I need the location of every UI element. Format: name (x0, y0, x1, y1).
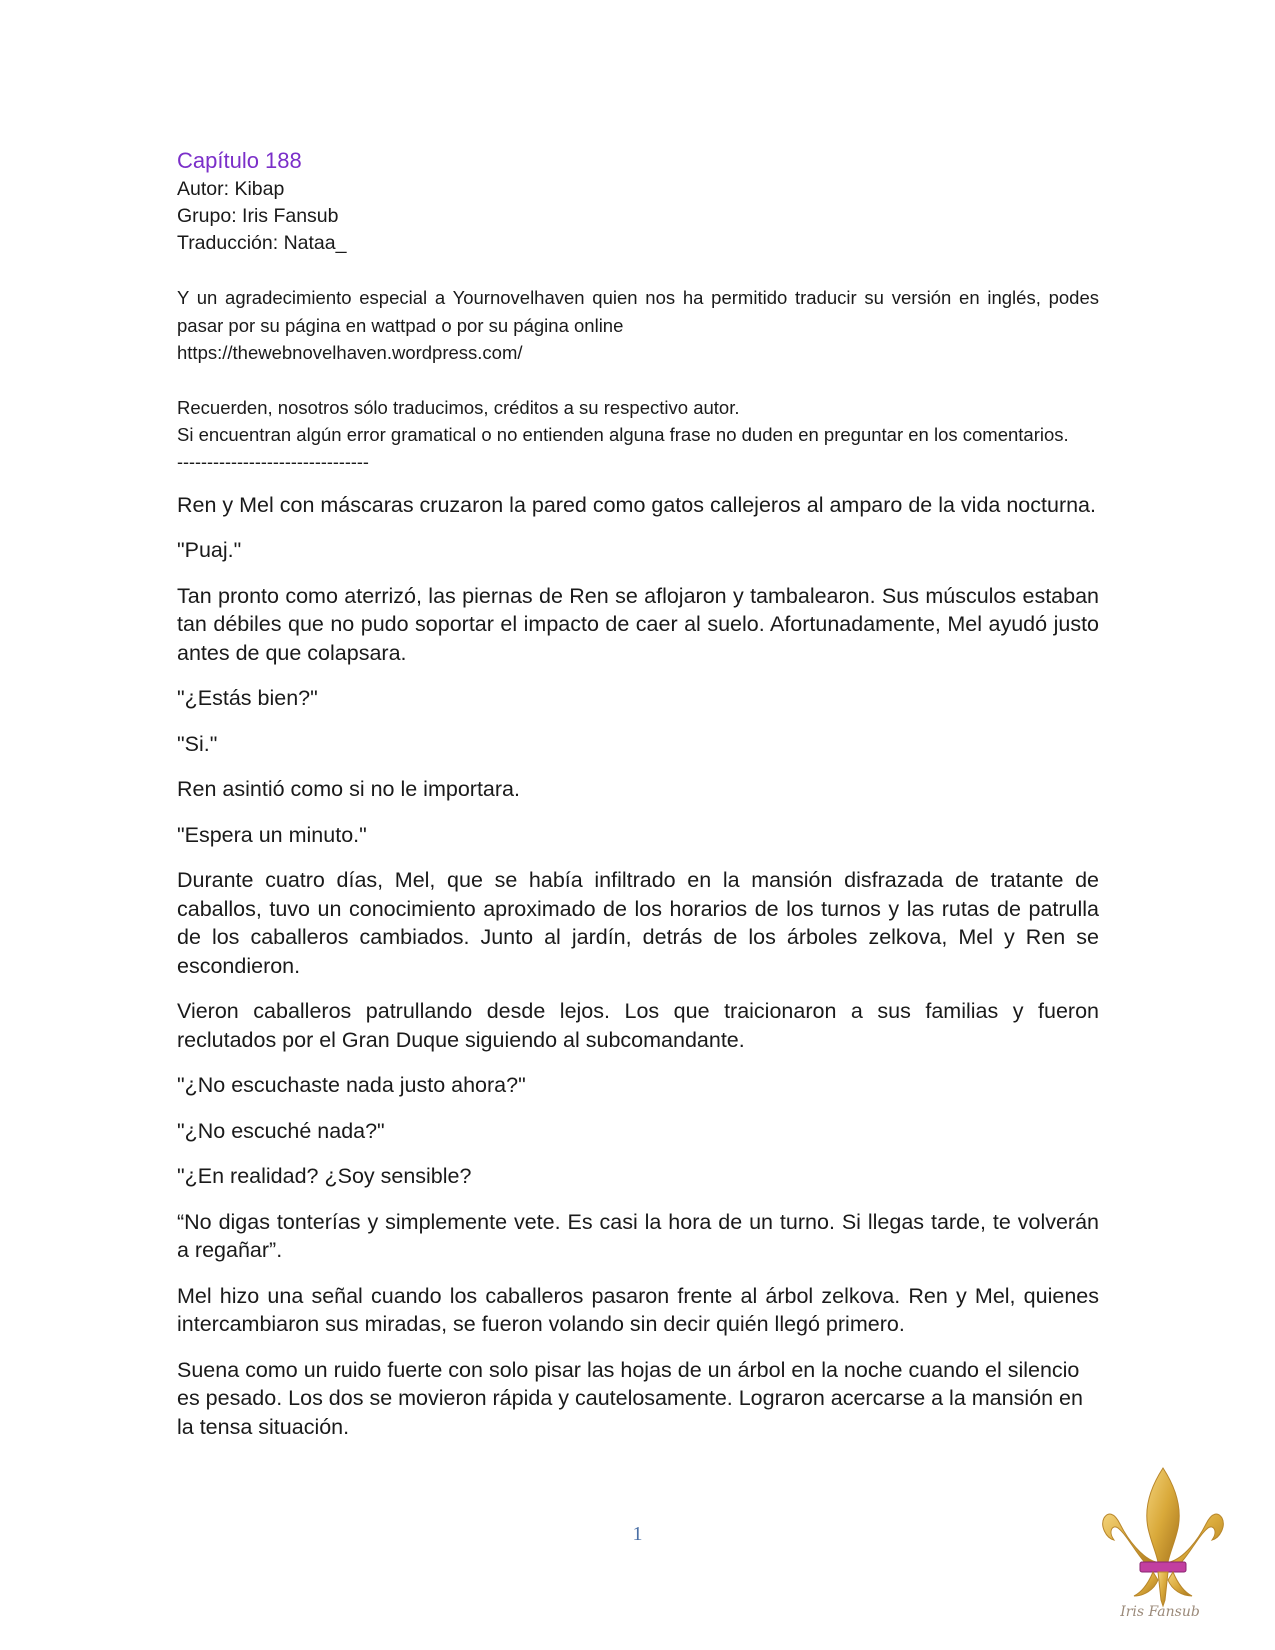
story-paragraph: "¿Estás bien?" (177, 686, 318, 710)
chapter-title: Capítulo 188 (177, 148, 302, 173)
story-paragraph: "Puaj." (177, 538, 242, 562)
notice-block (177, 394, 1099, 476)
story-text (177, 491, 1099, 1442)
story-paragraph: "¿En realidad? ¿Soy sensible? (177, 1164, 472, 1188)
reminder-text: Recuerden, nosotros sólo traducimos, créditos a su respectivo autor. (177, 396, 740, 418)
story-paragraph: Mel hizo una señal cuando los caballeros pasaron frente al árbol zelkova. Ren y Mel, quienes intercambiaron sus miradas, se fueron volando sin decir quién llegó primero. (177, 1283, 1099, 1336)
story-paragraph: Durante cuatro días, Mel, que se había infiltrado en la mansión disfrazada de tratante de caballos, tuvo un conocimiento aproximado de los horarios de los turnos y las rutas de patrulla de los caballeros cambiados. Junto al jardín, detrás de los árboles zelkova, Mel y Ren se escondieron. (177, 868, 1099, 978)
story-paragraph: "Espera un minuto." (177, 822, 367, 847)
document-body (177, 146, 1099, 1458)
story-paragraph: Tan pronto como aterrizó, las piernas de Ren se aflojaron y tambalearon. Sus músculos estaban tan débiles que no pudo soportar el impacto de caer al suelo. Afortunadamente, Mel ayudó justo antes de que colapsara. (177, 583, 1099, 665)
errors-text: Si encuentran algún error gramatical o no entienden alguna frase no duden en preguntar en los comentarios. (177, 424, 1069, 445)
story-paragraph: "Si." (177, 731, 218, 756)
story-paragraph: Suena como un ruido fuerte con solo pisar las hojas de un árbol en la noche cuando el silencio es pesado. Los dos se movieron rápida y cautelosamente. Lograron acercarse a la mansión en la tensa situación. (177, 1357, 1083, 1439)
story-paragraph: Ren y Mel con máscaras cruzaron la pared como gatos callejeros al amparo de la vida nocturna. (177, 492, 1096, 517)
page-number: 1 (632, 1523, 643, 1545)
story-paragraph: “No digas tonterías y simplemente vete. Es casi la hora de un turno. Si llegas tarde, te volverán a regañar”. (177, 1209, 1099, 1262)
story-paragraph: Ren asintió como si no le importara. (177, 777, 520, 801)
story-paragraph: "¿No escuchaste nada justo ahora?" (177, 1073, 526, 1097)
group-line: Grupo: Iris Fansub (177, 205, 339, 227)
thanks-block (177, 284, 1099, 367)
story-paragraph: Vieron caballeros patrullando desde lejos. Los que traicionaron a sus familias y fueron reclutados por el Gran Duque siguiendo al subcomandante. (177, 999, 1099, 1052)
translation-line: Traducción: Nataa_ (177, 232, 347, 254)
source-url: https://thewebnovelhaven.wordpress.com/ (177, 342, 523, 363)
author-line: Autor: Kibap (177, 178, 285, 200)
separator-line: -------------------------------- (177, 451, 369, 472)
fleur-de-lis-icon (1098, 1462, 1228, 1622)
logo-caption: Iris Fansub (1120, 1604, 1200, 1620)
story-paragraph: "¿No escuché nada?" (177, 1118, 385, 1143)
thanks-text: Y un agradecimiento especial a Yournovelhaven quien nos ha permitido traducir su versión en inglés, podes pasar por su página en wattpad o por su página online (177, 287, 1099, 336)
